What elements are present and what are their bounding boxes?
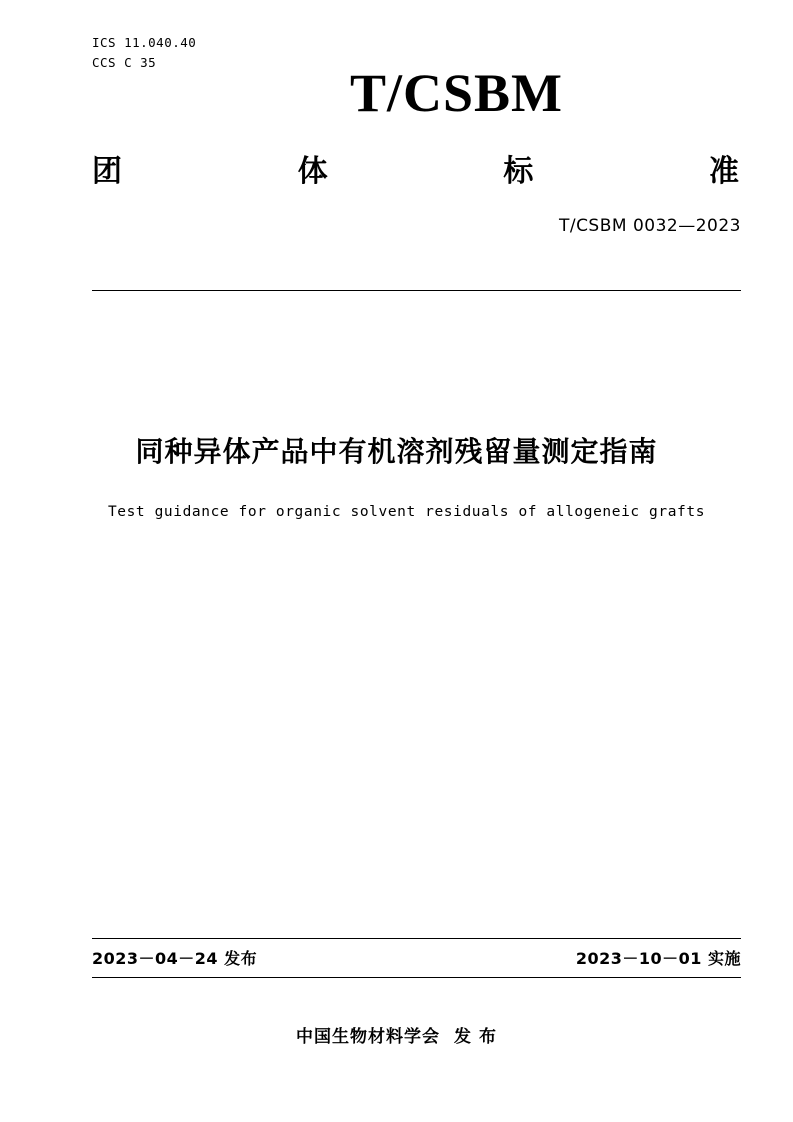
category-char-4: 准	[708, 154, 741, 189]
date-row	[92, 946, 741, 969]
ccs-value: C 35	[124, 55, 157, 70]
document-title-english: Test guidance for organic solvent residuals of allogeneic grafts	[107, 504, 706, 520]
publisher-line	[52, 1022, 741, 1047]
ics-value: 11.040.40	[124, 35, 197, 50]
ics-label: ICS	[92, 35, 117, 50]
document-title-chinese: 同种异体产品中有机溶剂残留量测定指南	[135, 435, 658, 468]
header-divider	[92, 290, 741, 291]
ccs-label: CCS	[92, 55, 117, 70]
issue-date: 2023－04－24 发布	[92, 949, 258, 968]
publisher-action: 发 布	[454, 1027, 497, 1047]
category-char-2: 体	[297, 154, 330, 189]
publisher-name: 中国生物材料学会	[296, 1027, 441, 1047]
brand-title	[0, 62, 793, 124]
category-char-1: 团	[92, 154, 124, 189]
standard-number: T/CSBM 0032—2023	[558, 216, 741, 236]
category-char-3: 标	[503, 154, 536, 189]
brand-title-text: T/CSBM	[349, 63, 564, 123]
effective-date: 2023－10－01 实施	[575, 949, 741, 968]
category-label	[92, 146, 741, 190]
footer-divider-bottom	[92, 977, 741, 978]
footer-divider-top	[92, 938, 741, 939]
ics-line	[92, 33, 196, 53]
